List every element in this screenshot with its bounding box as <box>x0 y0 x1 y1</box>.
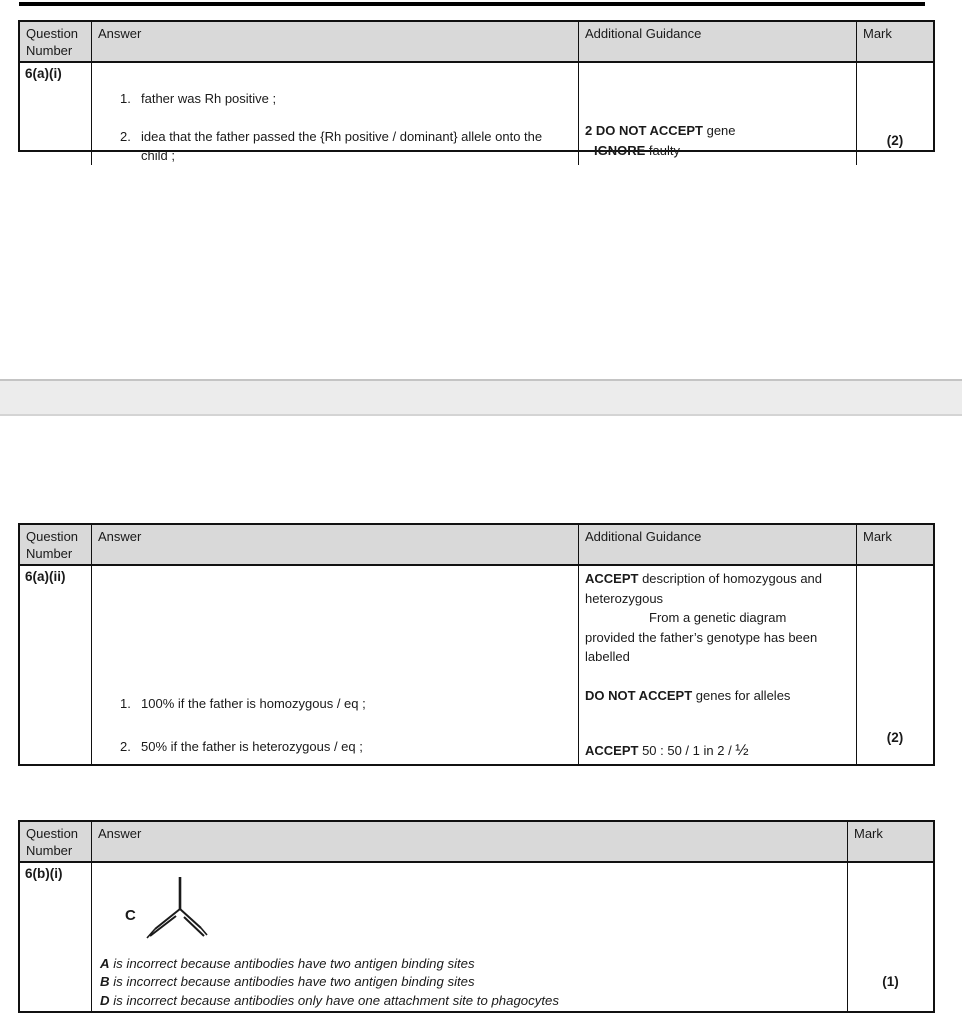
explanation-line: B is incorrect because antibodies have two antigen binding sites <box>100 974 475 990</box>
guidance-line: IGNORE faulty <box>594 142 680 158</box>
guidance-line: ACCEPT 50 : 50 / 1 in 2 / ½ <box>585 741 749 759</box>
answer-item-text: father was Rh positive ; <box>141 91 277 106</box>
answer-item-number: 2. <box>120 739 131 754</box>
question-number-cell: 6(a)(ii) <box>20 566 92 765</box>
answer-item-number: 2. <box>120 129 131 144</box>
guidance-cell <box>579 63 857 165</box>
answer-item <box>120 737 568 756</box>
header-cell-additional-guidance: Additional Guidance <box>579 22 857 61</box>
table-row <box>20 566 933 765</box>
answer-item-number: 1. <box>120 91 131 106</box>
table-row <box>20 863 933 1012</box>
question-number-cell: 6(b)(i) <box>20 863 92 1012</box>
half-fraction: ½ <box>735 741 749 759</box>
mark-cell: (1) <box>882 974 899 989</box>
answer-item <box>120 89 568 108</box>
header-cell-question-number: Question Number <box>20 822 92 861</box>
mark-scheme-table-6aii <box>18 523 935 766</box>
answer-item-number: 1. <box>120 696 131 711</box>
guidance-line: 2 DO NOT ACCEPT gene <box>585 123 736 138</box>
answer-cell <box>92 63 579 165</box>
header-cell-question-number: Question Number <box>20 22 92 61</box>
answer-cell <box>92 863 848 1012</box>
table-header-row <box>20 822 933 863</box>
header-cell-answer: Answer <box>92 22 579 61</box>
answer-letter: C <box>125 907 136 924</box>
guidance-line: ACCEPT description of homozygous and heterozygous <box>585 571 823 606</box>
header-cell-question-number: Question Number <box>20 525 92 564</box>
antibody-diagram <box>144 874 208 946</box>
mark-cell: (2) <box>886 730 904 745</box>
guidance-line: provided the father’s genotype has been labelled <box>585 629 818 664</box>
mark-scheme-table-6ai <box>18 20 935 163</box>
answer-item-text: 100% if the father is homozygous / eq ; <box>141 696 366 711</box>
header-cell-mark: Mark <box>854 826 883 841</box>
guidance-top-block <box>585 569 850 705</box>
header-cell-answer: Answer <box>92 822 848 861</box>
guidance-line: From a genetic diagram <box>649 610 787 625</box>
guidance-cell <box>579 566 857 765</box>
header-cell-mark: Mark <box>863 529 892 544</box>
table-header-row <box>20 525 933 566</box>
page-separator <box>0 379 962 416</box>
table-body <box>20 566 933 765</box>
header-cell-mark: Mark <box>863 26 892 41</box>
mark-cell: (2) <box>886 133 904 148</box>
explanations-block <box>100 955 559 1011</box>
top-rule <box>19 2 925 6</box>
explanation-line: D is incorrect because antibodies only have one attachment site to phagocytes <box>100 993 559 1009</box>
answer-item-text: 50% if the father is heterozygous / eq ; <box>141 739 363 754</box>
question-number-cell: 6(a)(i) <box>20 63 92 165</box>
mark-scheme-table-6bi <box>18 820 935 1013</box>
header-cell-answer: Answer <box>92 525 579 564</box>
answer-item <box>120 694 568 713</box>
answer-item-text: idea that the father passed the {Rh positive / dominant} allele onto the child ; <box>141 129 543 163</box>
answer-cell <box>92 566 579 765</box>
table-body <box>20 63 933 163</box>
guidance-line: DO NOT ACCEPT genes for alleles <box>585 687 791 703</box>
answer-item <box>120 127 568 165</box>
table-row <box>20 63 933 163</box>
explanation-line: A is incorrect because antibodies have two antigen binding sites <box>100 955 475 971</box>
table-body <box>20 863 933 1012</box>
table-header-row <box>20 22 933 63</box>
header-cell-additional-guidance: Additional Guidance <box>579 525 857 564</box>
